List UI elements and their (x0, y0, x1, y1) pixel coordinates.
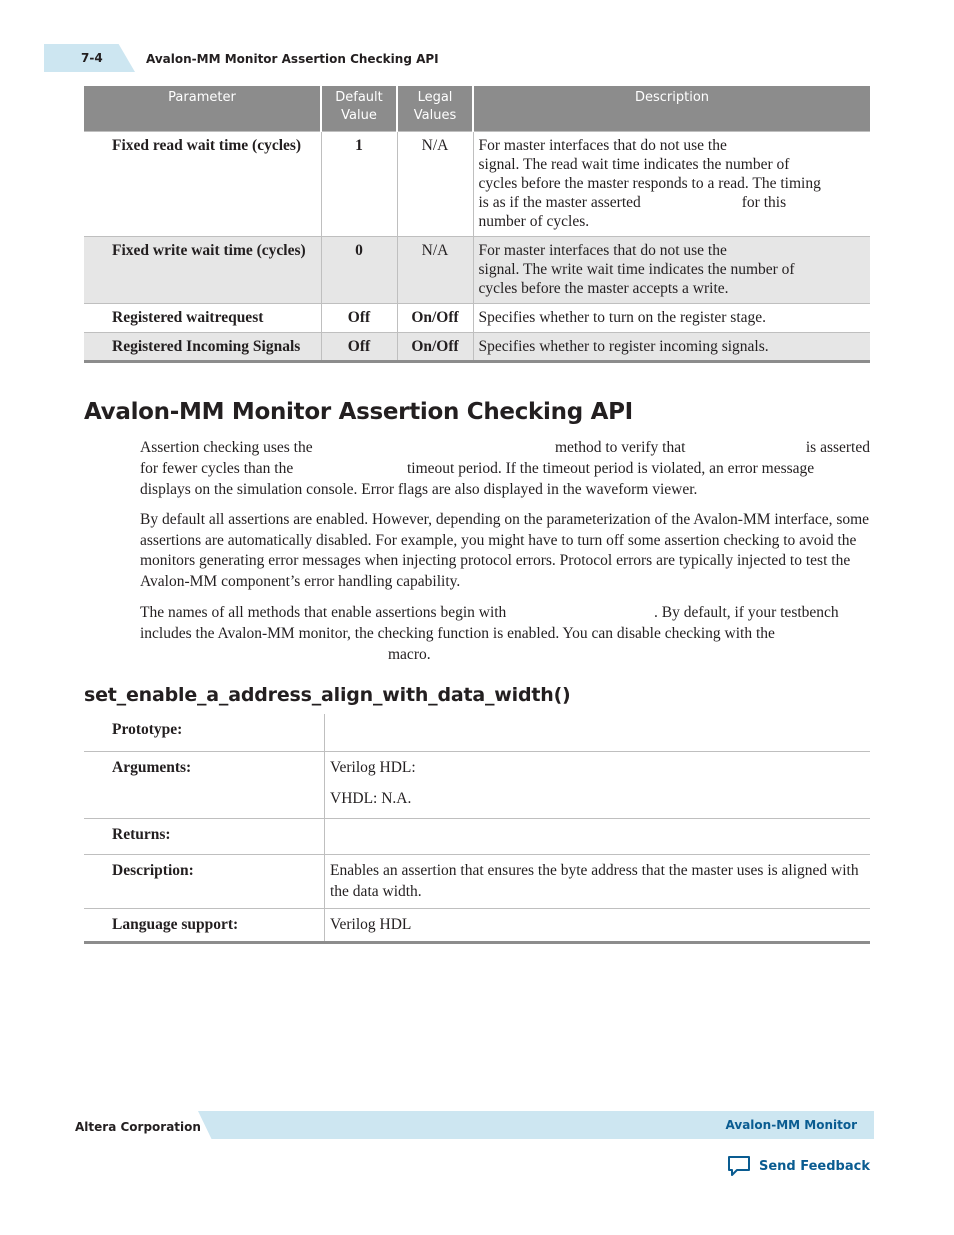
column-header: Description (473, 86, 870, 132)
description-line: number of cycles. (478, 213, 590, 230)
description-line: signal. The write wait time indicates the number of (478, 261, 795, 278)
table-row (84, 818, 870, 854)
description-text: for this (741, 194, 787, 211)
table-row (84, 333, 870, 362)
section-heading: Avalon-MM Monitor Assertion Checking API (84, 399, 633, 425)
chat-bubble-icon (727, 1155, 751, 1177)
param-name: Fixed read wait time (cycles) (84, 132, 321, 237)
table-row (84, 237, 870, 304)
text-span: . By default, if your testbench (654, 604, 839, 621)
column-header: Legal Values (397, 86, 473, 132)
description-line: cycles before the master accepts a write. (478, 280, 729, 297)
text-span: macro. (388, 646, 431, 663)
api-value (325, 818, 871, 854)
table-row (84, 304, 870, 333)
footer-company: Altera Corporation (75, 1120, 201, 1134)
param-default: 1 (321, 132, 397, 237)
api-key: Arguments: (84, 751, 325, 818)
param-description: Specifies whether to register incoming signals. (473, 333, 870, 362)
column-header: Default Value (321, 86, 397, 132)
api-key: Description: (84, 854, 325, 908)
running-header-title: Avalon-MM Monitor Assertion Checking API (146, 52, 439, 66)
param-legal: On/Off (397, 304, 473, 333)
api-value (325, 714, 871, 751)
api-value-line: Verilog HDL: (330, 758, 416, 776)
text-span: for fewer cycles than the (140, 460, 294, 477)
api-value (325, 751, 871, 818)
send-feedback-label[interactable]: Send Feedback (759, 1158, 870, 1174)
api-value-line: Enables an assertion that ensures the byte address that the master uses is aligned with the data width. (330, 861, 859, 900)
paragraph: By default all assertions are enabled. However, depending on the parameterization of the Avalon-MM interface, some assertions are automatically disabled. For example, you might have to turn off some assertion checking to avoid the monitors generating error messages when injecting protocol errors. Protocol errors are typically injected to test the Avalon-MM component’s error handling capability. (140, 511, 870, 591)
param-name: Fixed write wait time (cycles) (84, 237, 321, 304)
param-description: Specifies whether to turn on the register stage. (473, 304, 870, 333)
description-line: cycles before the master responds to a read. The timing (478, 175, 821, 192)
paragraph-line: includes the Avalon-MM monitor, the checking function is enabled. You can disable checking with the (140, 625, 775, 642)
page-number: 7-4 (81, 51, 103, 65)
description-line: For master interfaces that do not use the (478, 242, 727, 259)
param-default: 0 (321, 237, 397, 304)
parameter-table (84, 86, 870, 363)
description-line: For master interfaces that do not use the (478, 137, 727, 154)
table-header-row (84, 86, 870, 132)
param-default: Off (321, 304, 397, 333)
text-span: is asserted (805, 439, 870, 456)
description-text: is as if the master asserted (478, 194, 641, 211)
api-value-line: Verilog HDL (330, 915, 412, 933)
api-key: Prototype: (112, 721, 183, 738)
api-value (325, 908, 871, 942)
send-feedback-link[interactable] (727, 1154, 870, 1178)
param-name: Registered waitrequest (84, 304, 321, 333)
text-span: Assertion checking uses the (140, 439, 313, 456)
paragraph-line: displays on the simulation console. Error flags are also displayed in the waveform viewer. (140, 481, 698, 498)
table-row (84, 908, 870, 942)
column-header: Parameter (84, 86, 321, 132)
param-description (473, 132, 870, 237)
text-span: timeout period. If the timeout period is violated, an error message (407, 460, 815, 477)
api-value-line: VHDL: N.A. (330, 789, 412, 807)
api-value (325, 854, 871, 908)
param-default: Off (321, 333, 397, 362)
api-key: Language support: (84, 908, 325, 942)
param-description (473, 237, 870, 304)
text-span: The names of all methods that enable assertions begin with (140, 604, 507, 621)
table-row (84, 132, 870, 237)
param-legal: On/Off (397, 333, 473, 362)
footer-doc-title[interactable]: Avalon-MM Monitor (725, 1118, 857, 1132)
param-legal: N/A (397, 132, 473, 237)
description-line (479, 193, 866, 212)
api-key: Returns: (84, 818, 325, 854)
text-span: method to verify that (555, 439, 686, 456)
description-line: signal. The read wait time indicates the number of (478, 156, 790, 173)
api-table (84, 714, 870, 944)
table-row (84, 714, 870, 751)
param-legal: N/A (397, 237, 473, 304)
table-row (84, 854, 870, 908)
param-name: Registered Incoming Signals (84, 333, 321, 362)
table-row (84, 751, 870, 818)
api-heading: set_enable_a_address_align_with_data_width() (84, 684, 571, 706)
